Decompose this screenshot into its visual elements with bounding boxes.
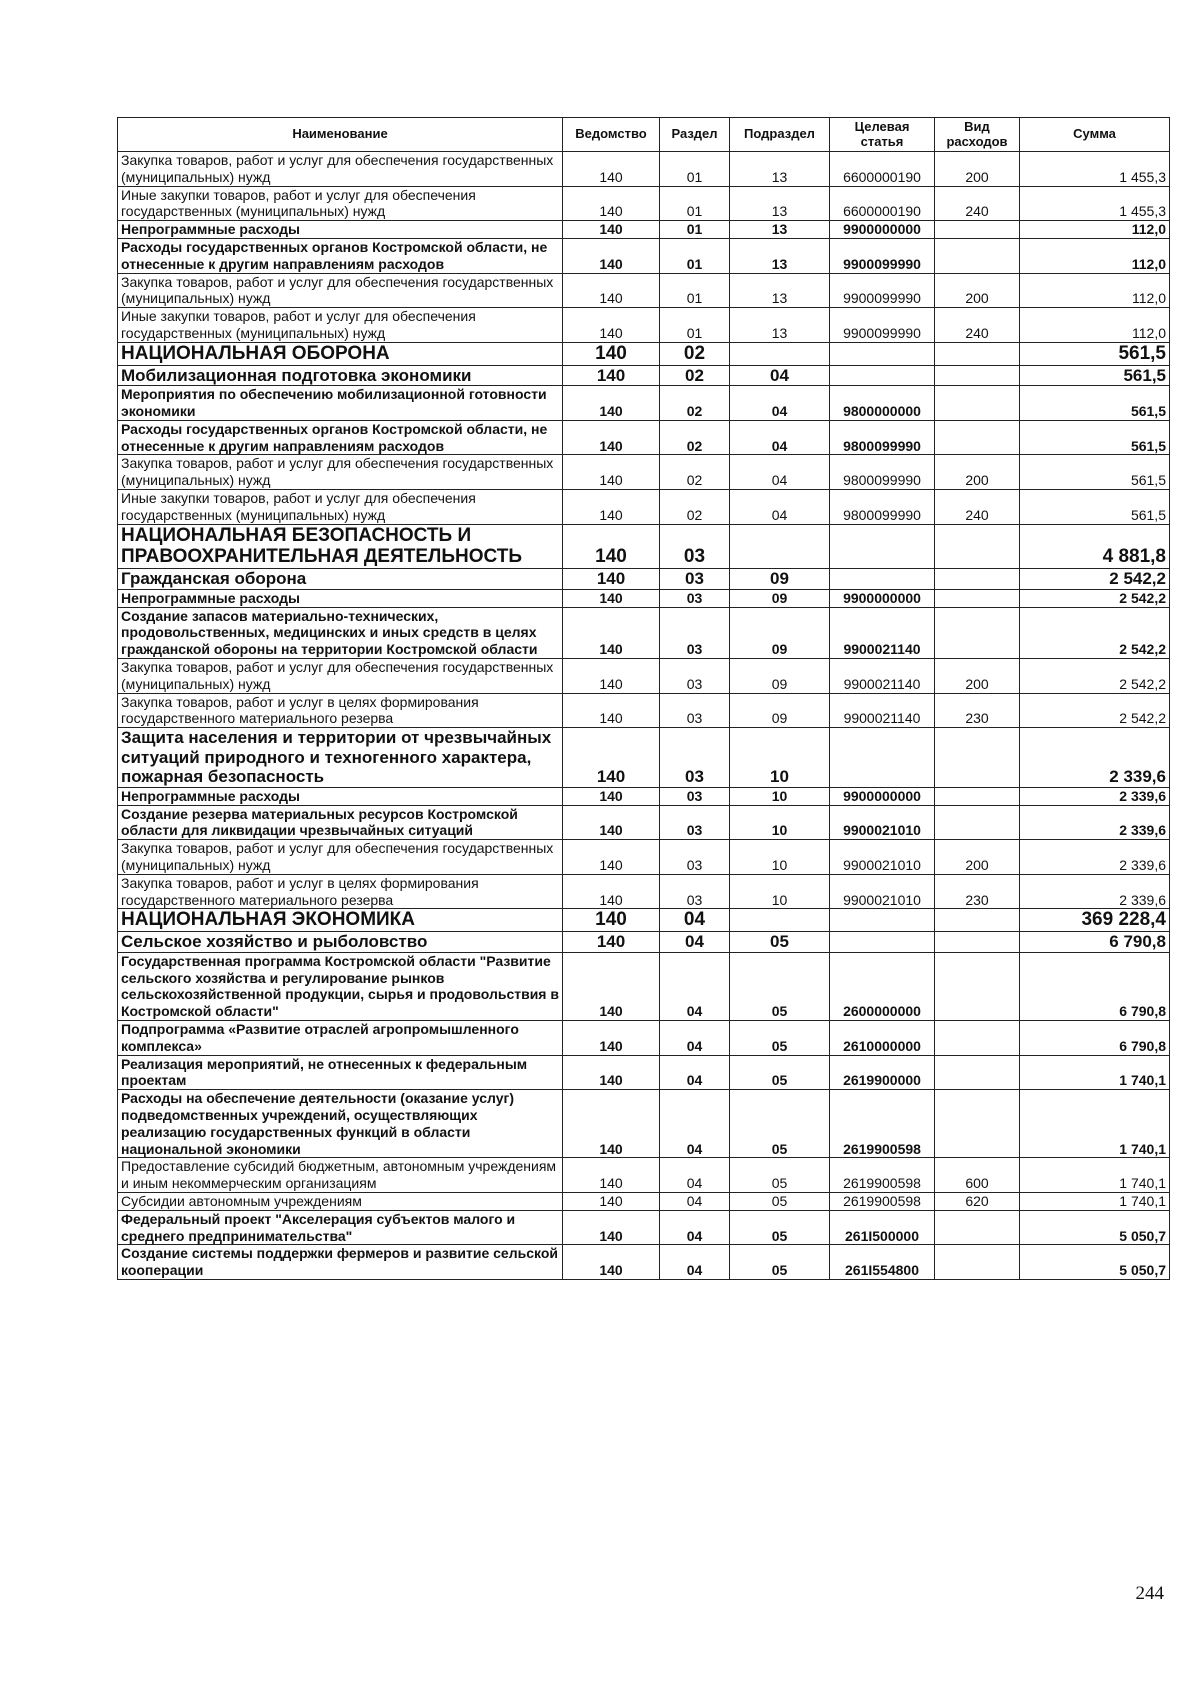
budget-table xyxy=(117,117,1170,1280)
cell-target-article: 9900021140 xyxy=(830,607,935,658)
cell-section: 03 xyxy=(660,569,730,590)
cell-name: Создание запасов материально-технических, продовольственных, медицинских и иных средств в целях гражданской обороны на территории Костромской области xyxy=(118,607,563,658)
cell-department: 140 xyxy=(563,1055,660,1090)
cell-section: 02 xyxy=(660,489,730,524)
cell-department: 140 xyxy=(563,589,660,607)
cell-department: 140 xyxy=(563,342,660,365)
cell-target-article: 9900021140 xyxy=(830,658,935,693)
cell-name: НАЦИОНАЛЬНАЯ ОБОРОНА xyxy=(118,342,563,365)
cell-sum: 6 790,8 xyxy=(1020,932,1170,953)
cell-expense-type xyxy=(935,909,1020,932)
cell-department: 140 xyxy=(563,489,660,524)
table-row xyxy=(118,489,1170,524)
cell-target-article: 2619900598 xyxy=(830,1158,935,1193)
table-row xyxy=(118,386,1170,421)
table-row xyxy=(118,909,1170,932)
cell-name: Мобилизационная подготовка экономики xyxy=(118,365,563,386)
cell-target-article: 261I554800 xyxy=(830,1245,935,1280)
cell-expense-type xyxy=(935,342,1020,365)
cell-subsection: 09 xyxy=(730,658,830,693)
cell-sum: 2 339,6 xyxy=(1020,805,1170,840)
cell-name: Создание резерва материальных ресурсов Костромской области для ликвидации чрезвычайных ситуаций xyxy=(118,805,563,840)
cell-section: 03 xyxy=(660,840,730,875)
cell-target-article: 9900021010 xyxy=(830,874,935,909)
cell-section: 04 xyxy=(660,1192,730,1210)
cell-subsection: 13 xyxy=(730,186,830,221)
table-row xyxy=(118,874,1170,909)
page-number: 244 xyxy=(1135,1583,1164,1604)
table-row xyxy=(118,1245,1170,1280)
cell-section: 04 xyxy=(660,952,730,1020)
cell-name: Расходы на обеспечение деятельности (оказание услуг) подведомственных учреждений, осуществляющих реализацию государственных функций в области национальной экономики xyxy=(118,1090,563,1158)
cell-department: 140 xyxy=(563,308,660,343)
cell-section: 01 xyxy=(660,308,730,343)
cell-name: Расходы государственных органов Костромской области, не отнесенные к другим направлениям расходов xyxy=(118,420,563,455)
cell-name: Закупка товаров, работ и услуг для обеспечения государственных (муниципальных) нужд xyxy=(118,455,563,490)
cell-section: 01 xyxy=(660,238,730,273)
header-expense-type: Вид расходов xyxy=(935,118,1020,152)
cell-subsection: 04 xyxy=(730,365,830,386)
cell-department: 140 xyxy=(563,874,660,909)
cell-section: 03 xyxy=(660,728,730,788)
cell-section: 04 xyxy=(660,1090,730,1158)
cell-name: Закупка товаров, работ и услуг для обеспечения государственных (муниципальных) нужд xyxy=(118,273,563,308)
cell-target-article: 2619900598 xyxy=(830,1090,935,1158)
cell-subsection: 13 xyxy=(730,308,830,343)
cell-target-article: 9900000000 xyxy=(830,221,935,239)
cell-subsection: 09 xyxy=(730,693,830,728)
cell-subsection: 13 xyxy=(730,238,830,273)
cell-sum: 112,0 xyxy=(1020,308,1170,343)
cell-subsection: 09 xyxy=(730,589,830,607)
cell-sum: 1 455,3 xyxy=(1020,152,1170,187)
table-row xyxy=(118,365,1170,386)
cell-expense-type xyxy=(935,569,1020,590)
cell-sum: 2 542,2 xyxy=(1020,569,1170,590)
cell-expense-type xyxy=(935,1090,1020,1158)
cell-target-article: 9900021010 xyxy=(830,840,935,875)
cell-expense-type xyxy=(935,524,1020,569)
table-row xyxy=(118,221,1170,239)
table-row xyxy=(118,658,1170,693)
cell-section: 04 xyxy=(660,932,730,953)
cell-target-article: 2619900000 xyxy=(830,1055,935,1090)
cell-section: 02 xyxy=(660,386,730,421)
cell-target-article: 9900000000 xyxy=(830,589,935,607)
cell-expense-type xyxy=(935,589,1020,607)
cell-department: 140 xyxy=(563,1158,660,1193)
cell-department: 140 xyxy=(563,152,660,187)
cell-expense-type: 200 xyxy=(935,152,1020,187)
cell-target-article: 2600000000 xyxy=(830,952,935,1020)
cell-sum: 2 339,6 xyxy=(1020,787,1170,805)
cell-department: 140 xyxy=(563,524,660,569)
cell-target-article: 9800099990 xyxy=(830,489,935,524)
cell-expense-type xyxy=(935,1055,1020,1090)
table-row xyxy=(118,589,1170,607)
cell-expense-type xyxy=(935,805,1020,840)
table-row xyxy=(118,932,1170,953)
cell-subsection: 09 xyxy=(730,607,830,658)
cell-expense-type xyxy=(935,365,1020,386)
cell-target-article: 9900099990 xyxy=(830,273,935,308)
cell-department: 140 xyxy=(563,273,660,308)
cell-target-article: 9900000000 xyxy=(830,787,935,805)
cell-expense-type xyxy=(935,607,1020,658)
cell-name: Иные закупки товаров, работ и услуг для обеспечения государственных (муниципальных) нужд xyxy=(118,308,563,343)
cell-department: 140 xyxy=(563,787,660,805)
cell-section: 02 xyxy=(660,342,730,365)
cell-subsection: 10 xyxy=(730,840,830,875)
cell-subsection: 05 xyxy=(730,1210,830,1245)
cell-subsection xyxy=(730,342,830,365)
cell-section: 01 xyxy=(660,152,730,187)
cell-subsection: 13 xyxy=(730,273,830,308)
cell-sum: 5 050,7 xyxy=(1020,1245,1170,1280)
table-row xyxy=(118,308,1170,343)
cell-subsection: 05 xyxy=(730,1192,830,1210)
cell-name: Закупка товаров, работ и услуг в целях формирования государственного материального резерва xyxy=(118,693,563,728)
cell-subsection: 13 xyxy=(730,221,830,239)
cell-section: 04 xyxy=(660,1210,730,1245)
cell-expense-type: 620 xyxy=(935,1192,1020,1210)
cell-section: 03 xyxy=(660,589,730,607)
cell-sum: 6 790,8 xyxy=(1020,1020,1170,1055)
cell-section: 02 xyxy=(660,455,730,490)
cell-target-article: 6600000190 xyxy=(830,152,935,187)
cell-subsection: 05 xyxy=(730,932,830,953)
cell-sum: 561,5 xyxy=(1020,365,1170,386)
table-row xyxy=(118,1158,1170,1193)
cell-name: Реализация мероприятий, не отнесенных к федеральным проектам xyxy=(118,1055,563,1090)
cell-expense-type: 200 xyxy=(935,273,1020,308)
cell-department: 140 xyxy=(563,1192,660,1210)
cell-target-article: 261I500000 xyxy=(830,1210,935,1245)
header-department: Ведомство xyxy=(563,118,660,152)
cell-expense-type: 240 xyxy=(935,489,1020,524)
table-row xyxy=(118,455,1170,490)
cell-section: 04 xyxy=(660,1245,730,1280)
cell-section: 03 xyxy=(660,787,730,805)
cell-section: 04 xyxy=(660,909,730,932)
cell-name: Закупка товаров, работ и услуг для обеспечения государственных (муниципальных) нужд xyxy=(118,152,563,187)
cell-sum: 561,5 xyxy=(1020,420,1170,455)
cell-sum: 1 455,3 xyxy=(1020,186,1170,221)
cell-target-article xyxy=(830,524,935,569)
cell-expense-type xyxy=(935,1020,1020,1055)
table-row xyxy=(118,1192,1170,1210)
cell-expense-type: 600 xyxy=(935,1158,1020,1193)
cell-section: 03 xyxy=(660,607,730,658)
table-row xyxy=(118,186,1170,221)
cell-department: 140 xyxy=(563,1245,660,1280)
cell-expense-type xyxy=(935,952,1020,1020)
cell-name: Непрограммные расходы xyxy=(118,589,563,607)
cell-subsection: 10 xyxy=(730,805,830,840)
cell-department: 140 xyxy=(563,952,660,1020)
cell-department: 140 xyxy=(563,386,660,421)
cell-department: 140 xyxy=(563,221,660,239)
cell-section: 01 xyxy=(660,186,730,221)
table-row xyxy=(118,152,1170,187)
cell-sum: 6 790,8 xyxy=(1020,952,1170,1020)
cell-section: 03 xyxy=(660,658,730,693)
cell-sum: 561,5 xyxy=(1020,386,1170,421)
cell-name: Подпрограмма «Развитие отраслей агропромышленного комплекса» xyxy=(118,1020,563,1055)
cell-name: Иные закупки товаров, работ и услуг для обеспечения государственных (муниципальных) нужд xyxy=(118,186,563,221)
cell-expense-type xyxy=(935,420,1020,455)
table-row xyxy=(118,1020,1170,1055)
cell-name: Непрограммные расходы xyxy=(118,787,563,805)
cell-sum: 1 740,1 xyxy=(1020,1192,1170,1210)
cell-expense-type xyxy=(935,1245,1020,1280)
cell-target-article xyxy=(830,932,935,953)
cell-name: Сельское хозяйство и рыболовство xyxy=(118,932,563,953)
cell-section: 01 xyxy=(660,221,730,239)
cell-subsection: 13 xyxy=(730,152,830,187)
cell-expense-type: 240 xyxy=(935,308,1020,343)
table-row xyxy=(118,693,1170,728)
cell-sum: 1 740,1 xyxy=(1020,1158,1170,1193)
cell-subsection: 05 xyxy=(730,1158,830,1193)
cell-department: 140 xyxy=(563,1020,660,1055)
cell-subsection: 05 xyxy=(730,1020,830,1055)
cell-department: 140 xyxy=(563,569,660,590)
cell-section: 04 xyxy=(660,1020,730,1055)
table-row xyxy=(118,1210,1170,1245)
cell-department: 140 xyxy=(563,365,660,386)
cell-subsection: 05 xyxy=(730,1090,830,1158)
cell-section: 03 xyxy=(660,874,730,909)
cell-expense-type xyxy=(935,386,1020,421)
table-row xyxy=(118,952,1170,1020)
cell-expense-type xyxy=(935,238,1020,273)
cell-section: 04 xyxy=(660,1055,730,1090)
cell-sum: 112,0 xyxy=(1020,238,1170,273)
cell-department: 140 xyxy=(563,805,660,840)
table-row xyxy=(118,238,1170,273)
cell-department: 140 xyxy=(563,1210,660,1245)
cell-department: 140 xyxy=(563,607,660,658)
cell-name: Государственная программа Костромской области "Развитие сельского хозяйства и регулирование рынков сельскохозяйственной продукции, сырья и продовольствия в Костромской области" xyxy=(118,952,563,1020)
cell-name: Иные закупки товаров, работ и услуг для обеспечения государственных (муниципальных) нужд xyxy=(118,489,563,524)
cell-target-article xyxy=(830,569,935,590)
cell-department: 140 xyxy=(563,932,660,953)
cell-section: 03 xyxy=(660,805,730,840)
header-sum: Сумма xyxy=(1020,118,1170,152)
cell-name: Предоставление субсидий бюджетным, автономным учреждениям и иным некоммерческим организациям xyxy=(118,1158,563,1193)
cell-name: Непрограммные расходы xyxy=(118,221,563,239)
cell-name: Федеральный проект "Акселерация субъектов малого и среднего предпринимательства" xyxy=(118,1210,563,1245)
table-row xyxy=(118,524,1170,569)
cell-sum: 2 339,6 xyxy=(1020,840,1170,875)
cell-expense-type xyxy=(935,221,1020,239)
table-row xyxy=(118,1090,1170,1158)
cell-sum: 5 050,7 xyxy=(1020,1210,1170,1245)
cell-name: Создание системы поддержки фермеров и развитие сельской кооперации xyxy=(118,1245,563,1280)
cell-section: 02 xyxy=(660,420,730,455)
cell-sum: 561,5 xyxy=(1020,342,1170,365)
cell-expense-type: 200 xyxy=(935,840,1020,875)
cell-target-article xyxy=(830,909,935,932)
cell-target-article: 9800099990 xyxy=(830,455,935,490)
cell-sum: 2 339,6 xyxy=(1020,728,1170,788)
table-row xyxy=(118,1055,1170,1090)
cell-subsection: 10 xyxy=(730,787,830,805)
cell-section: 02 xyxy=(660,365,730,386)
table-row xyxy=(118,840,1170,875)
cell-department: 140 xyxy=(563,420,660,455)
cell-sum: 561,5 xyxy=(1020,489,1170,524)
cell-target-article: 2610000000 xyxy=(830,1020,935,1055)
cell-expense-type: 230 xyxy=(935,874,1020,909)
cell-department: 140 xyxy=(563,1090,660,1158)
cell-section: 04 xyxy=(660,1158,730,1193)
cell-expense-type xyxy=(935,932,1020,953)
table-row xyxy=(118,273,1170,308)
table-row xyxy=(118,420,1170,455)
cell-name: НАЦИОНАЛЬНАЯ ЭКОНОМИКА xyxy=(118,909,563,932)
cell-department: 140 xyxy=(563,658,660,693)
cell-subsection: 05 xyxy=(730,952,830,1020)
cell-sum: 2 542,2 xyxy=(1020,607,1170,658)
cell-department: 140 xyxy=(563,909,660,932)
table-header-row xyxy=(118,118,1170,152)
cell-subsection xyxy=(730,524,830,569)
cell-subsection: 10 xyxy=(730,728,830,788)
cell-department: 140 xyxy=(563,840,660,875)
cell-department: 140 xyxy=(563,186,660,221)
cell-department: 140 xyxy=(563,238,660,273)
cell-name: Расходы государственных органов Костромской области, не отнесенные к другим направлениям расходов xyxy=(118,238,563,273)
cell-name: Закупка товаров, работ и услуг для обеспечения государственных (муниципальных) нужд xyxy=(118,840,563,875)
table-row xyxy=(118,787,1170,805)
cell-subsection: 04 xyxy=(730,386,830,421)
cell-name: Мероприятия по обеспечению мобилизационной готовности экономики xyxy=(118,386,563,421)
header-name: Наименование xyxy=(118,118,563,152)
cell-sum: 4 881,8 xyxy=(1020,524,1170,569)
cell-name: Закупка товаров, работ и услуг в целях формирования государственного материального резерва xyxy=(118,874,563,909)
table-row xyxy=(118,728,1170,788)
cell-expense-type: 200 xyxy=(935,658,1020,693)
cell-subsection: 04 xyxy=(730,420,830,455)
cell-sum: 112,0 xyxy=(1020,221,1170,239)
cell-sum: 1 740,1 xyxy=(1020,1055,1170,1090)
table-row xyxy=(118,569,1170,590)
cell-department: 140 xyxy=(563,455,660,490)
table-row xyxy=(118,805,1170,840)
cell-subsection xyxy=(730,909,830,932)
cell-department: 140 xyxy=(563,728,660,788)
cell-name: НАЦИОНАЛЬНАЯ БЕЗОПАСНОСТЬ И ПРАВООХРАНИТЕЛЬНАЯ ДЕЯТЕЛЬНОСТЬ xyxy=(118,524,563,569)
cell-target-article: 9900021010 xyxy=(830,805,935,840)
cell-name: Субсидии автономным учреждениям xyxy=(118,1192,563,1210)
cell-sum: 2 542,2 xyxy=(1020,693,1170,728)
cell-target-article: 9800099990 xyxy=(830,420,935,455)
table-row xyxy=(118,342,1170,365)
cell-sum: 2 542,2 xyxy=(1020,589,1170,607)
cell-subsection: 04 xyxy=(730,489,830,524)
cell-target-article: 9900099990 xyxy=(830,238,935,273)
cell-expense-type xyxy=(935,728,1020,788)
cell-section: 03 xyxy=(660,693,730,728)
cell-sum: 561,5 xyxy=(1020,455,1170,490)
cell-expense-type: 240 xyxy=(935,186,1020,221)
cell-target-article xyxy=(830,728,935,788)
cell-subsection: 05 xyxy=(730,1245,830,1280)
cell-subsection: 09 xyxy=(730,569,830,590)
cell-section: 03 xyxy=(660,524,730,569)
cell-sum: 2 542,2 xyxy=(1020,658,1170,693)
cell-sum: 1 740,1 xyxy=(1020,1090,1170,1158)
cell-target-article: 6600000190 xyxy=(830,186,935,221)
cell-expense-type xyxy=(935,1210,1020,1245)
cell-subsection: 05 xyxy=(730,1055,830,1090)
cell-sum: 112,0 xyxy=(1020,273,1170,308)
cell-target-article: 9900021140 xyxy=(830,693,935,728)
cell-target-article: 9900099990 xyxy=(830,308,935,343)
cell-department: 140 xyxy=(563,693,660,728)
cell-subsection: 10 xyxy=(730,874,830,909)
cell-name: Защита населения и территории от чрезвычайных ситуаций природного и техногенного характера, пожарная безопасность xyxy=(118,728,563,788)
cell-sum: 369 228,4 xyxy=(1020,909,1170,932)
header-subsection: Подраздел xyxy=(730,118,830,152)
cell-target-article xyxy=(830,342,935,365)
cell-expense-type: 230 xyxy=(935,693,1020,728)
cell-name: Закупка товаров, работ и услуг для обеспечения государственных (муниципальных) нужд xyxy=(118,658,563,693)
cell-subsection: 04 xyxy=(730,455,830,490)
cell-sum: 2 339,6 xyxy=(1020,874,1170,909)
cell-target-article xyxy=(830,365,935,386)
header-section: Раздел xyxy=(660,118,730,152)
cell-target-article: 9800000000 xyxy=(830,386,935,421)
cell-expense-type: 200 xyxy=(935,455,1020,490)
header-target-article: Целевая статья xyxy=(830,118,935,152)
table-row xyxy=(118,607,1170,658)
cell-section: 01 xyxy=(660,273,730,308)
cell-name: Гражданская оборона xyxy=(118,569,563,590)
cell-expense-type xyxy=(935,787,1020,805)
cell-target-article: 2619900598 xyxy=(830,1192,935,1210)
